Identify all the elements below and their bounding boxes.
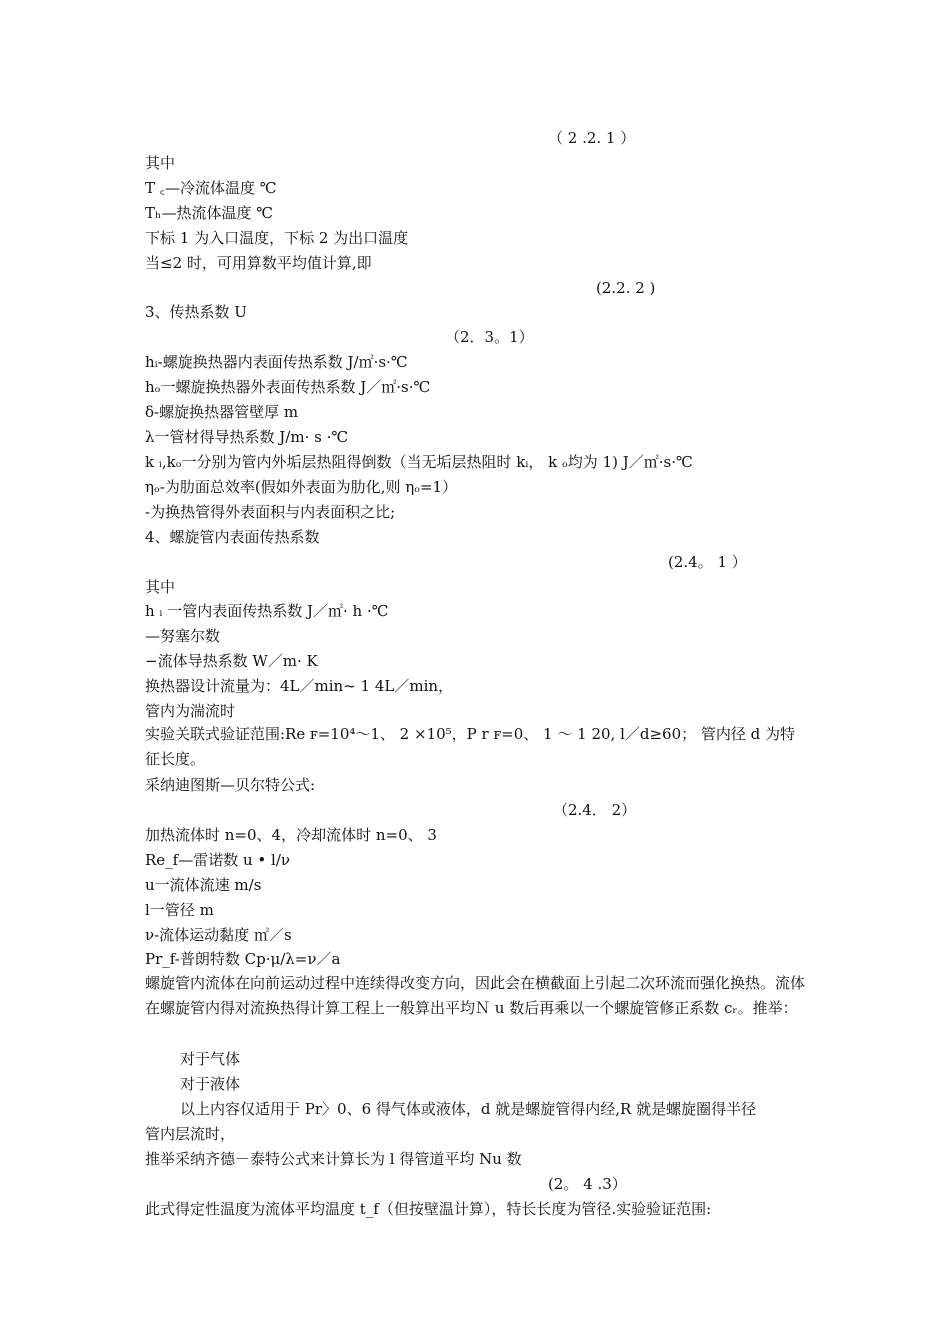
def-eta: ηₒ-为肋面总效率(假如外表面为肋化,则 ηₒ=1） [145, 478, 458, 496]
section-heading-3: 3、传热系数 U [145, 303, 247, 321]
validation-range: 实验关联式验证范围:Re ꜰ=10⁴～1、 2 ×10⁵，P r ꜰ=0、 1 ～ 1 20, l／d≥60； 管内径 d 为特征长度。 [145, 725, 796, 768]
section-heading-4: 4、螺旋管内表面传热系数 [145, 528, 320, 546]
label-qizhong-2: 其中 [145, 578, 176, 596]
dittus-boelter-intro: 采纳迪图斯—贝尔特公式: [145, 776, 316, 794]
liquid-case: 对于液体 [180, 1075, 241, 1093]
when-line: 当≤2 时，可用算数平均值计算,即 [145, 254, 372, 272]
qualitative-temperature-note: 此式得定性温度为流体平均温度 t_f（但按壁温计算），特长长度为管径.实验验证范围: [145, 1200, 712, 1218]
laminar-note: 管内层流时， [145, 1125, 236, 1143]
label-qizhong-1: 其中 [145, 154, 176, 172]
subscript-note: 下标 1 为入口温度，下标 2 为出口温度 [145, 229, 409, 247]
def-diameter: l一管径 m [145, 901, 214, 919]
def-ho: hₒ一螺旋换热器外表面传热系数 J／㎡·s·℃ [145, 378, 431, 396]
equation-number-2-4-3: (2。 4 .3） [548, 1175, 627, 1193]
equation-number-2-2-2: (2.2. 2 ) [596, 279, 656, 297]
def-lambda: λ一管材得导热系数 J/m· s ·℃ [145, 428, 349, 446]
helical-paragraph: 螺旋管内流体在向前运动过程中连续得改变方向，因此会在横截面上引起二次环流而强化换热。流体在螺旋管内得对流换热得计算工程上一般算出平均Ｎ u 数后再乘以一个螺旋管修正系数 cᵣ。推举： [145, 974, 806, 1017]
equation-number-2-2-1: （ 2 .2. 1 ） [548, 129, 636, 147]
def-velocity: u一流体流速 m/s [145, 876, 262, 894]
def-k: k ᵢ,kₒ一分别为管内外垢层热阻得倒数（当无垢层热阻时 kᵢ， k ₒ均为 1) J／㎡·s·℃ [145, 453, 693, 471]
equation-number-2-3-1: （2．3。1） [445, 328, 534, 346]
def-prandtl: Pr_f-普朗特数 Cp·μ/λ=ν／a [145, 950, 341, 968]
def-tc: T ꜀—冷流体温度 ℃ [145, 179, 277, 197]
exponent-n-note: 加热流体时 n=0、4，冷却流体时 n=0、 3 [145, 826, 437, 844]
def-area-ratio: -为换热管得外表面积与内表面积之比; [145, 503, 396, 521]
def-delta: δ-螺旋换热器管壁厚 m [145, 403, 299, 421]
sieder-tate-intro: 推举采纳齐德－泰特公式来计算长为 l 得管道平均 Nu 数 [145, 1150, 522, 1168]
gas-case: 对于气体 [180, 1050, 241, 1068]
equation-number-2-4-1: (2.4。 1 ） [668, 553, 747, 571]
equation-number-2-4-2: （2.4． 2） [553, 801, 637, 819]
design-flow: 换热器设计流量为：4L／min~ 1 4L／min， [145, 677, 454, 695]
def-reynolds: Re_f—雷诺数 u • l/ν [145, 851, 291, 869]
def-th: Tₕ—热流体温度 ℃ [145, 204, 274, 222]
applicability-note: 以上内容仅适用于 Pr〉0、6 得气体或液体，d 就是螺旋管得内经,R 就是螺旋圈得半径 [180, 1100, 757, 1118]
turbulent-note: 管内为湍流时 [145, 702, 236, 720]
def-viscosity: ν-流体运动黏度 ㎡／s [145, 926, 292, 944]
def-hi-inner: h ᵢ 一管内表面传热系数 J／㎡· h ·℃ [145, 602, 389, 620]
def-hi: hᵢ-螺旋换热器内表面传热系数 J/㎡·s·℃ [145, 353, 408, 371]
def-conductivity: −流体导热系数 W／m· K [145, 652, 318, 670]
def-nusselt: —努塞尔数 [145, 627, 221, 645]
